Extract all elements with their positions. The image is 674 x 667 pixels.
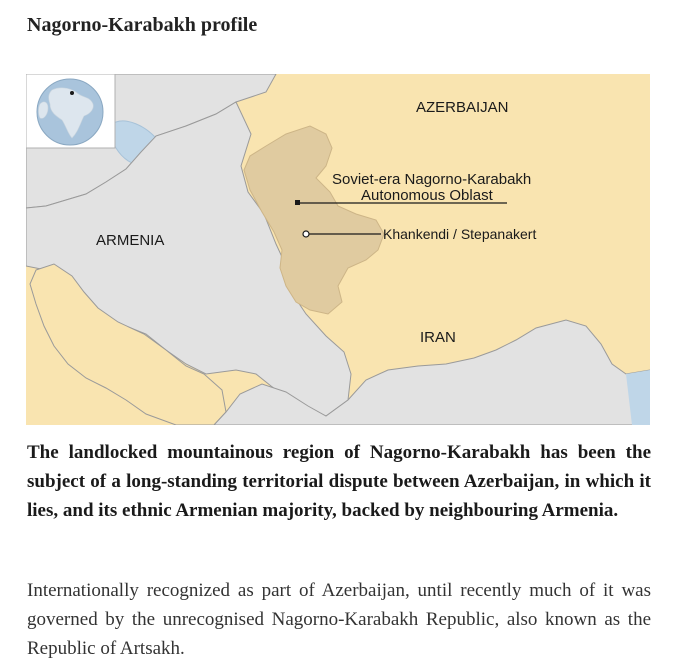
region-map: [26, 74, 650, 425]
article-body: Internationally recognized as part of Azerbaijan, until recently much of it was governed by the unrecognised Nagorno-Karabakh Republic, also known as the Republic of Artsakh.: [27, 580, 651, 659]
label-capital: Khankendi / Stepanakert: [383, 226, 537, 242]
oblast-pointer-marker: [295, 200, 300, 205]
label-oblast-line2: Autonomous Oblast: [361, 187, 493, 204]
label-azerbaijan: AZERBAIJAN: [416, 99, 509, 116]
globe-locator-icon: [26, 74, 115, 148]
page-title: Nagorno-Karabakh profile: [27, 14, 258, 36]
label-armenia: ARMENIA: [96, 232, 165, 249]
label-oblast-line1: Soviet-era Nagorno-Karabakh: [332, 171, 532, 188]
label-iran: IRAN: [420, 329, 456, 346]
article-lead: The landlocked mountainous region of Nagorno-Karabakh has been the subject of a long-standing territorial dispute between Azerbaijan, in which it lies, and its ethnic Armenian majority, backed by neighbouring Armenia.: [27, 442, 651, 521]
capital-city-marker: [303, 231, 309, 237]
